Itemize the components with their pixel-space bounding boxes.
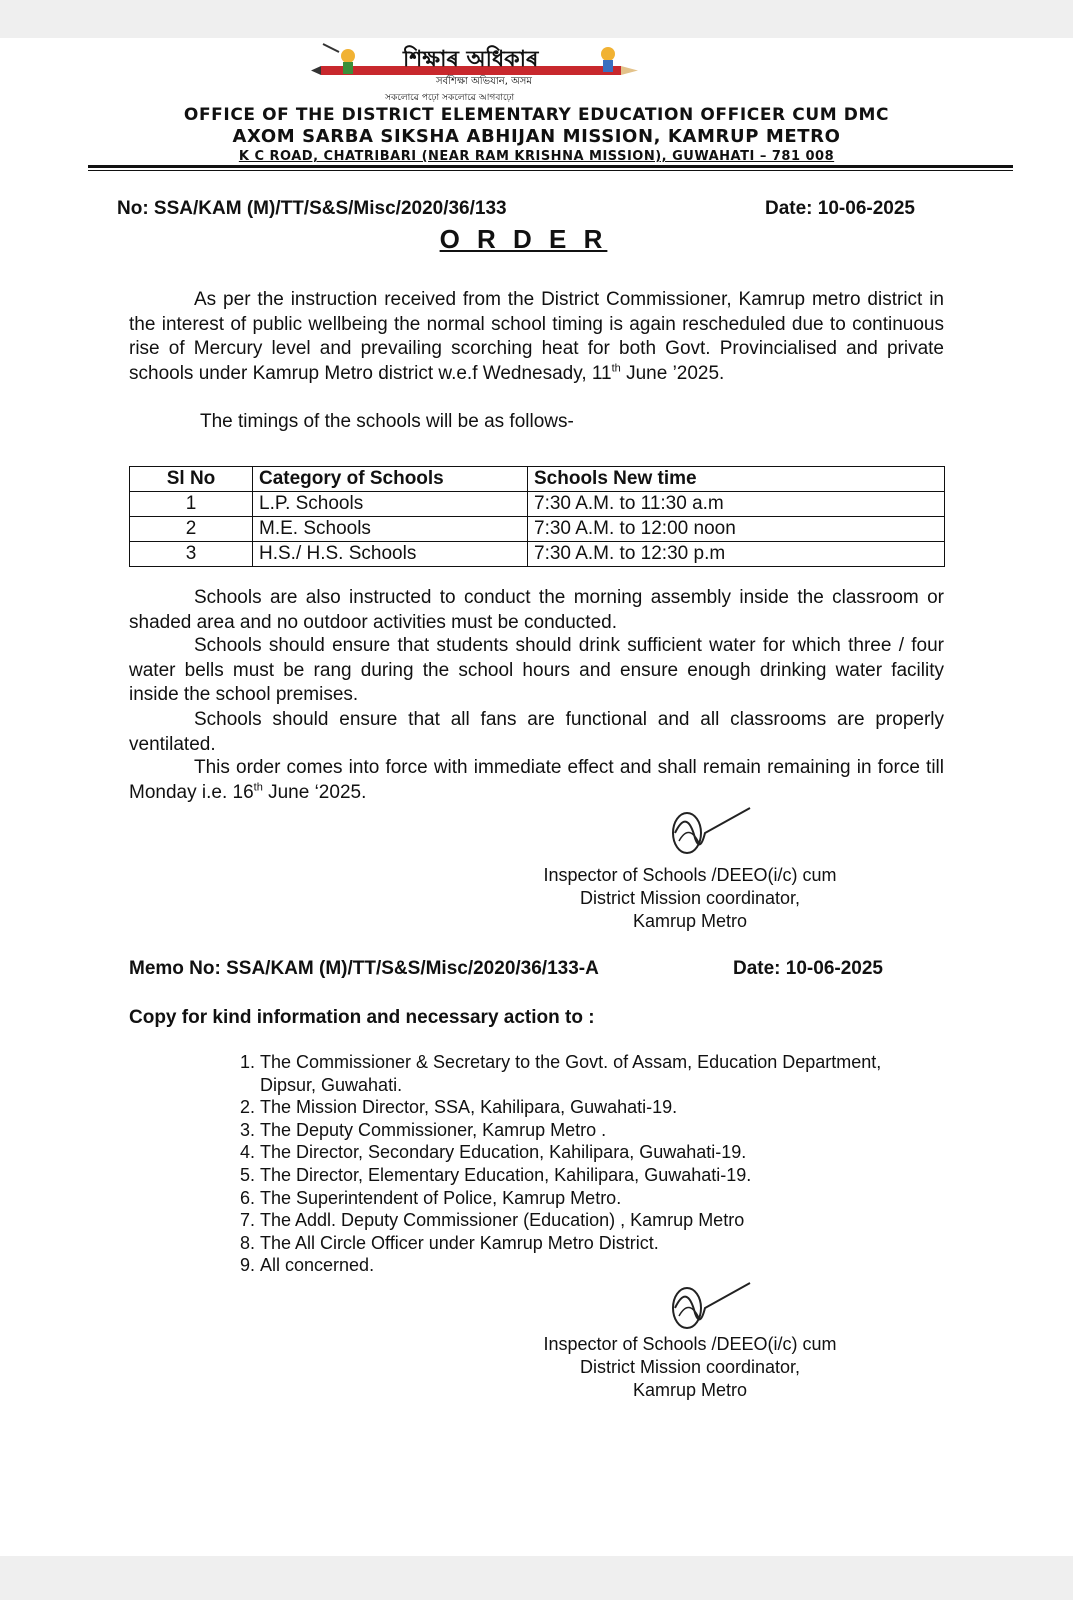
table-row	[130, 492, 945, 517]
list-item: 5. The Director, Elementary Education, Kahilipara, Guwahati-19.	[260, 1164, 900, 1187]
table-cell: 7:30 A.M. to 12:00 noon	[528, 517, 945, 542]
list-item: 9. All concerned.	[260, 1254, 900, 1277]
copy-heading: Copy for kind information and necessary action to :	[129, 1007, 595, 1028]
order-paragraph-5: Schools should ensure that all fans are functional and all classrooms are properly ventilated.	[129, 709, 944, 755]
list-item: 4. The Director, Secondary Education, Kahilipara, Guwahati-19.	[260, 1141, 900, 1164]
signatory-title: Inspector of Schools /DEEO(i/c) cum	[543, 1334, 837, 1354]
table-cell: M.E. Schools	[253, 517, 528, 542]
table-cell: L.P. Schools	[253, 492, 528, 517]
table-cell: H.S./ H.S. Schools	[253, 542, 528, 567]
signature-icon	[665, 1278, 755, 1338]
table-row	[130, 542, 945, 567]
table-header-cell: Category of Schools	[253, 467, 528, 492]
table-cell: 7:30 A.M. to 12:30 p.m	[528, 542, 945, 567]
order-reference-number: No: SSA/KAM (M)/TT/S&S/Misc/2020/36/133	[117, 198, 507, 219]
signatory-block	[520, 864, 860, 933]
logo-subtitle: সৰ্বশিক্ষা অভিযান, অসম	[436, 76, 532, 87]
signatory-role: District Mission coordinator,	[579, 1357, 801, 1377]
table-header-row	[130, 467, 945, 492]
order-title: O R D E R	[439, 224, 608, 254]
list-item: 3. The Deputy Commissioner, Kamrup Metro .	[260, 1119, 900, 1142]
table-header-cell: Sl No	[130, 467, 253, 492]
signatory-role: District Mission coordinator,	[579, 888, 801, 908]
list-item: 6. The Superintendent of Police, Kamrup Metro.	[260, 1187, 900, 1210]
header-divider-thin	[88, 170, 1013, 171]
table-header-cell: Schools New time	[528, 467, 945, 492]
logo-tagline: সকলোৱে পঢ়ো সকলোৱে আগবাঢ়ো	[385, 93, 515, 103]
memo-number: Memo No: SSA/KAM (M)/TT/S&S/Misc/2020/36/133-A	[129, 958, 599, 979]
school-timing-table	[129, 466, 945, 567]
list-item: 2. The Mission Director, SSA, Kahilipara, Guwahati-19.	[260, 1096, 900, 1119]
order-paragraph-3: Schools are also instructed to conduct the morning assembly inside the classroom or shaded area and no outdoor activities must be conducted.	[129, 587, 944, 633]
table-cell: 2	[130, 517, 253, 542]
office-heading: OFFICE OF THE DISTRICT ELEMENTARY EDUCATION OFFICER CUM DMC	[183, 105, 890, 125]
signatory-district: Kamrup Metro	[632, 911, 748, 931]
list-item: 7. The Addl. Deputy Commissioner (Education) , Kamrup Metro	[260, 1209, 900, 1232]
memo-signatory-block	[520, 1333, 860, 1402]
logo-title: শিক্ষাৰ অধিকাৰ	[403, 47, 539, 72]
table-cell: 7:30 A.M. to 11:30 a.m	[528, 492, 945, 517]
memo-date: Date: 10-06-2025	[733, 958, 883, 979]
document-page	[0, 38, 1073, 1556]
letterhead-logo	[293, 40, 688, 102]
mission-heading: AXOM SARBA SIKSHA ABHIJAN MISSION, KAMRUP METRO	[232, 126, 841, 147]
signature-icon	[665, 803, 755, 863]
list-item: 8. The All Circle Officer under Kamrup Metro District.	[260, 1232, 900, 1255]
table-cell: 1	[130, 492, 253, 517]
signatory-district: Kamrup Metro	[632, 1380, 748, 1400]
address-heading: K C ROAD, CHATRIBARI (NEAR RAM KRISHNA MISSION), GUWAHATI – 781 008	[238, 149, 835, 164]
order-paragraph-6: This order comes into force with immediate effect and shall remain remaining in force till Monday i.e. 16th June ‘2025.	[129, 757, 944, 803]
header-divider	[88, 165, 1013, 168]
table-row	[130, 517, 945, 542]
order-paragraph-4: Schools should ensure that students should drink sufficient water for which three / four water bells must be rang during the school hours and ensure enough drinking water facility inside the school premises.	[129, 635, 944, 706]
table-cell: 3	[130, 542, 253, 567]
signatory-title: Inspector of Schools /DEEO(i/c) cum	[543, 865, 837, 885]
list-item: 1. The Commissioner & Secretary to the Govt. of Assam, Education Department, Dipsur, Guwahati.	[260, 1051, 900, 1096]
order-paragraph-1: As per the instruction received from the District Commissioner, Kamrup metro district in the interest of public wellbeing the normal school timing is again rescheduled due to continuous rise of Mercury level and prevailing scorching heat for both Govt. Provincialised and private schools under Kamrup Metro district w.e.f Wednesady, 11th June ’2025.	[129, 289, 944, 384]
recipient-list	[220, 1051, 900, 1277]
order-paragraph-2: The timings of the schools will be as follows-	[200, 411, 574, 432]
order-date: Date: 10-06-2025	[765, 198, 915, 219]
